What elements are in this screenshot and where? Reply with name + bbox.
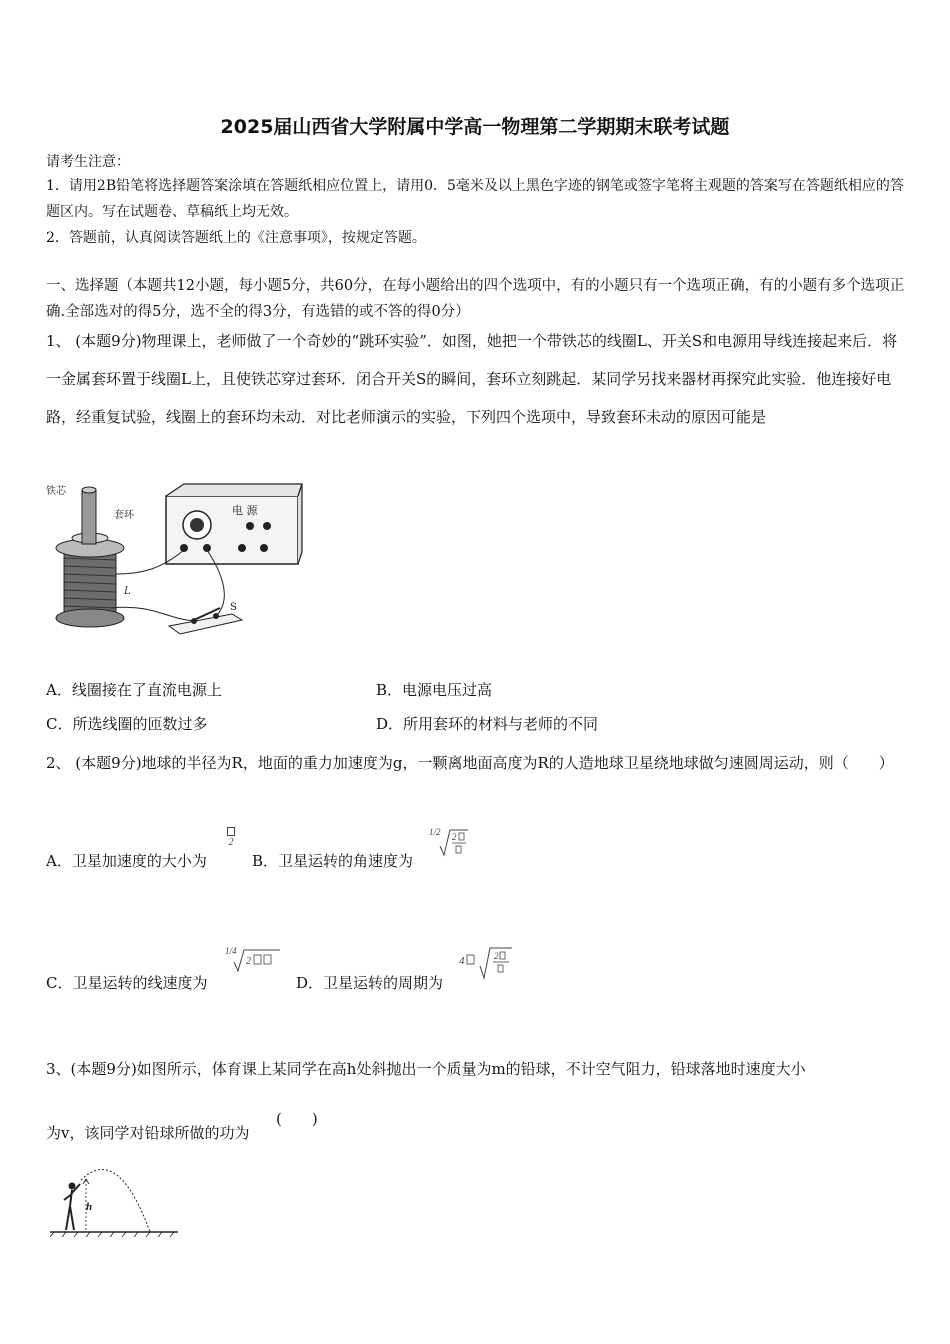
question-1-stem: 1、 (本题9分)物理课上，老师做了一个奇妙的“跳环实验”．如图，她把一个带铁芯的线圈L、开关S和电源用导线连接起来后．将一金属套环置于线圈L上，且使铁芯穿过套环．闭合开关S的瞬间，套环立刻跳起．某同学另找来器材再探究此实验．他连接好电路，经重复试验，线圈上的套环均未动．对比老师演示的实验，下列四个选项中，导致套环未动的原因可能是 — [46, 332, 898, 426]
q1-option-c: C．所选线圈的匝数过多 — [46, 715, 208, 733]
shot-put-figure — [46, 1158, 186, 1240]
power-supply-label: 电 源 — [232, 504, 258, 517]
iron-core — [82, 490, 96, 544]
q2-formula-a: 2 — [225, 826, 237, 848]
athlete — [69, 1183, 76, 1190]
notice-line-1: 1．请用2B铅笔将选择题答案涂填在答题纸相应位置上，请用0．5毫米及以上黑色字迹的钢笔或签字笔将主观题的答案写在答题纸相应的答题区内。写在试题卷、草稿纸上均无效。 — [46, 178, 904, 220]
q2-formula-b — [428, 824, 470, 860]
q2-formula-c — [224, 944, 284, 978]
q2-option-b: B．卫星运转的角速度为 — [252, 852, 414, 870]
question-2-stem: 2、 (本题9分)地球的半径为R，地面的重力加速度为g，一颗离地面高度为R的人造地球卫星绕地球做匀速圆周运动，则（ ） — [46, 754, 894, 772]
section-heading: 一、选择题（本题共12小题，每小题5分，共60分，在每小题给出的四个选项中，有的小题只有一个选项正确，有的小题有多个选项正确.全部选对的得5分，选不全的得3分，有选错的或不答的得0分） — [46, 278, 905, 320]
coil-label: L — [124, 586, 131, 597]
svg-text:1/2: 1/2 — [429, 827, 441, 837]
ring-label: 套环 — [114, 510, 134, 521]
notice-line-2: 2．答题前，认真阅读答题纸上的《注意事项》，按规定答题。 — [46, 230, 426, 246]
q1-option-b: B．电源电压过高 — [376, 681, 493, 699]
q2-option-c: C．卫星运转的线速度为 — [46, 974, 208, 992]
svg-text:4: 4 — [459, 955, 465, 967]
height-label: h — [86, 1201, 93, 1213]
svg-text:2: 2 — [452, 832, 457, 842]
q2-option-d: D．卫星运转的周期为 — [296, 974, 444, 992]
question-3-answer-blank: ( ) — [276, 1110, 318, 1128]
question-3-stem-line-2: 为v，该同学对铅球所做的功为 — [46, 1124, 250, 1142]
notice-heading: 请考生注意： — [46, 154, 130, 170]
switch-S — [169, 614, 242, 634]
svg-text:2: 2 — [246, 956, 251, 967]
jump-ring-apparatus-figure — [44, 468, 304, 653]
svg-text:1/4: 1/4 — [225, 946, 237, 956]
page-title: 2025届山西省大学附属中学高一物理第二学期期末联考试题 — [220, 116, 730, 138]
svg-text:2: 2 — [494, 951, 499, 961]
question-3-stem-line-1: 3、(本题9分)如图所示，体育课上某同学在高h处斜抛出一个质量为m的铅球，不计空气阻力，铅球落地时速度大小 — [46, 1060, 806, 1078]
q2-formula-d — [458, 944, 514, 984]
q1-option-a: A．线圈接在了直流电源上 — [46, 681, 222, 699]
switch-label: S — [230, 602, 237, 613]
q2-option-a: A．卫星加速度的大小为 — [46, 852, 207, 870]
q1-option-d: D．所用套环的材料与老师的不同 — [376, 715, 599, 733]
iron-core-label: 铁芯 — [46, 486, 66, 497]
